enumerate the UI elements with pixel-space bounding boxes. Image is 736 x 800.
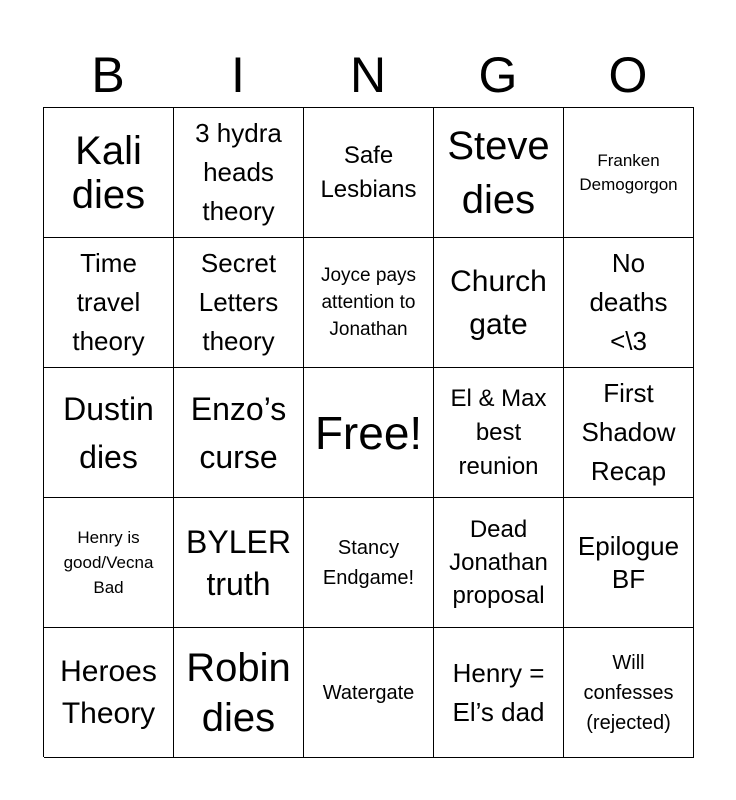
bingo-cell[interactable]	[434, 238, 564, 368]
bingo-cell[interactable]	[564, 368, 694, 498]
header-letter-b: B	[91, 47, 125, 103]
bingo-header	[43, 45, 693, 105]
bingo-cell[interactable]	[174, 368, 304, 498]
bingo-cell[interactable]	[564, 628, 694, 758]
bingo-cell[interactable]	[564, 108, 694, 238]
bingo-cell[interactable]	[434, 498, 564, 628]
bingo-cell[interactable]	[434, 368, 564, 498]
bingo-cell[interactable]	[564, 498, 694, 628]
cell-text: El & Max best reunion	[450, 384, 547, 480]
cell-text: Joyce pays attention to Jonathan	[320, 265, 417, 340]
bingo-cell[interactable]	[44, 108, 174, 238]
cell-text: 3 hydra heads theory	[195, 118, 282, 226]
cell-text: Free!	[314, 406, 423, 459]
cell-text: Robin dies	[186, 645, 291, 740]
bingo-cell-free[interactable]	[304, 368, 434, 498]
bingo-cell[interactable]	[174, 108, 304, 238]
bingo-cell[interactable]	[174, 238, 304, 368]
cell-text: No deaths <\3	[589, 248, 668, 356]
bingo-cell[interactable]	[304, 498, 434, 628]
bingo-cell[interactable]	[174, 628, 304, 758]
cell-text: Franken Demogorgon	[579, 150, 678, 194]
header-letter-o: O	[608, 47, 648, 103]
cell-text: Henry is good/Vecna Bad	[63, 528, 154, 597]
header-letter-g: G	[478, 47, 518, 103]
cell-text: Church gate	[450, 264, 547, 341]
cell-text: Safe Lesbians	[320, 141, 417, 203]
header-letter-i: I	[231, 47, 245, 103]
bingo-cell[interactable]	[44, 628, 174, 758]
cell-text: Secret Letters theory	[198, 248, 279, 356]
cell-text: Dead Jonathan proposal	[449, 516, 548, 609]
bingo-cell[interactable]	[434, 628, 564, 758]
cell-text: First Shadow Recap	[581, 378, 676, 486]
bingo-cell[interactable]	[44, 238, 174, 368]
cell-text: Enzo’s curse	[190, 390, 287, 475]
bingo-cell[interactable]	[174, 498, 304, 628]
cell-text: Stancy Endgame!	[322, 536, 415, 589]
cell-text: Time travel theory	[72, 248, 145, 356]
bingo-grid	[43, 107, 694, 757]
cell-text: Dustin dies	[63, 390, 154, 475]
cell-text: Kali dies	[71, 128, 146, 217]
bingo-cell[interactable]	[564, 238, 694, 368]
bingo-cell[interactable]	[44, 498, 174, 628]
bingo-cell[interactable]	[304, 108, 434, 238]
bingo-cell[interactable]	[304, 628, 434, 758]
cell-text: Watergate	[322, 681, 415, 704]
cell-text: Will confesses (rejected)	[583, 651, 674, 734]
bingo-cell[interactable]	[434, 108, 564, 238]
cell-text: Epilogue BF	[577, 530, 680, 594]
cell-text: BYLER truth	[186, 523, 291, 602]
header-letter-n: N	[349, 47, 387, 103]
cell-text: Heroes Theory	[60, 654, 157, 730]
bingo-cell[interactable]	[44, 368, 174, 498]
bingo-cell[interactable]	[304, 238, 434, 368]
cell-text: Henry = El’s dad	[452, 657, 545, 727]
cell-text: Steve dies	[447, 123, 550, 222]
